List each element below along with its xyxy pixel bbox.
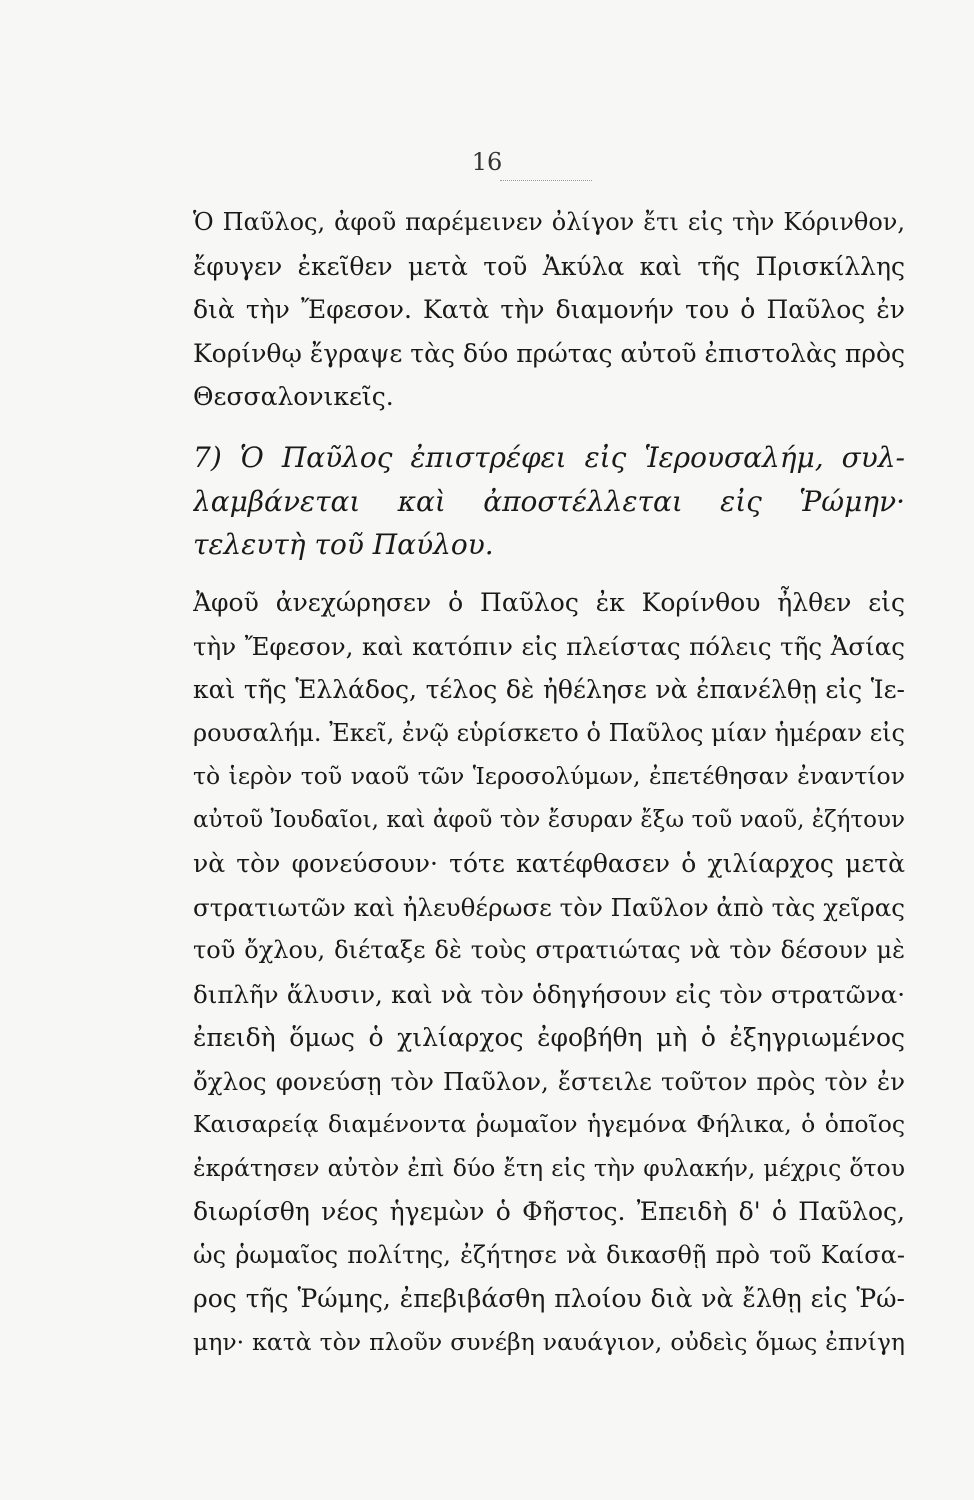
page-number-rule [500,180,592,181]
text-line: διωρίσθη νέος ἡγεμὼν ὁ Φῆστος. Ἐπειδὴ δ' ὁ Παῦλος, [193,1197,905,1226]
text-line: τὸ ἱερὸν τοῦ ναοῦ τῶν Ἱεροσολύμων, ἐπετέθησαν ἐναντίον [193,762,905,790]
text-line: Θεσσαλονικεῖς. [193,382,394,411]
text-line: ὄχλος φονεύσῃ τὸν Παῦλον, ἔστειλε τοῦτον πρὸς τὸν ἐν [193,1066,905,1096]
text-line: Ἀφοῦ ἀνεχώρησεν ὁ Παῦλος ἐκ Κορίνθου ἦλθεν εἰς [193,588,905,617]
text-line: νὰ τὸν φονεύσουν· τότε κατέφθασεν ὁ χιλίαρχος μετὰ [193,849,905,878]
heading-line: τελευτὴ τοῦ Παύλου. [193,528,494,561]
section-heading [193,436,905,567]
text-line: ὡς ῥωμαῖος πολίτης, ἐζήτησε νὰ δικασθῇ πρὸ τοῦ Καίσα- [193,1240,905,1269]
text-line: ρουσαλήμ. Ἐκεῖ, ἐνῷ εὑρίσκετο ὁ Παῦλος μίαν ἡμέραν εἰς [193,718,905,747]
text-line: στρατιωτῶν καὶ ἠλευθέρωσε τὸν Παῦλον ἀπὸ τὰς χεῖρας [193,892,905,922]
text-line: διὰ τὴν Ἔφεσον. Κατὰ τὴν διαμονήν του ὁ Παῦλος ἐν [193,295,905,324]
text-line: ἔφυγεν ἐκεῖθεν μετὰ τοῦ Ἀκύλα καὶ τῆς Πρισκίλλης [193,251,905,281]
text-line: ἐπειδὴ ὅμως ὁ χιλίαρχος ἐφοβήθη μὴ ὁ ἐξηγριωμένος [193,1023,905,1052]
text-line: μην· κατὰ τὸν πλοῦν συνέβη ναυάγιον, οὐδεὶς ὅμως ἐπνίγη [193,1327,905,1356]
page-number: 16 [471,148,503,176]
text-line: Καισαρείᾳ διαμένοντα ῥωμαῖον ἡγεμόνα Φήλικα, ὁ ὁποῖος [193,1110,905,1138]
paragraph-1 [193,201,905,419]
text-line: τὴν Ἔφεσον, καὶ κατόπιν εἰς πλείστας πόλεις τῆς Ἀσίας [193,631,905,661]
text-line: τοῦ ὄχλου, διέταξε δὲ τοὺς στρατιώτας νὰ τὸν δέσουν μὲ [193,936,905,964]
text-line: Ὁ Παῦλος, ἀφοῦ παρέμεινεν ὀλίγον ἔτι εἰς τὴν Κόρινθον, [193,208,905,236]
text-line: Κορίνθῳ ἔγραψε τὰς δύο πρώτας αὐτοῦ ἐπιστολὰς πρὸς [193,338,905,368]
text-line: ἐκράτησεν αὐτὸν ἐπὶ δύο ἔτη εἰς τὴν φυλακήν, μέχρις ὅτου [193,1153,905,1182]
text-line: ρος τῆς Ῥώμης, ἐπεβιβάσθη πλοίου διὰ νὰ ἔλθῃ εἰς Ῥώ- [193,1284,905,1313]
paragraph-2 [193,581,905,1364]
heading-line: λαμβάνεται καὶ ἀποστέλλεται εἰς Ῥώμην· [193,484,905,518]
heading-line: 7) Ὁ Παῦλος ἐπιστρέφει εἰς Ἱερουσαλήμ, συλ- [193,441,905,474]
text-line: αὐτοῦ Ἰουδαῖοι, καὶ ἀφοῦ τὸν ἔσυραν ἔξω τοῦ ναοῦ, ἐζήτουν [193,806,905,833]
text-line: διπλῆν ἅλυσιν, καὶ νὰ τὸν ὁδηγήσουν εἰς τὸν στρατῶνα· [193,979,905,1009]
text-line: καὶ τῆς Ἑλλάδος, τέλος δὲ ἠθέλησε νὰ ἐπανέλθῃ εἰς Ἱε- [193,675,905,704]
